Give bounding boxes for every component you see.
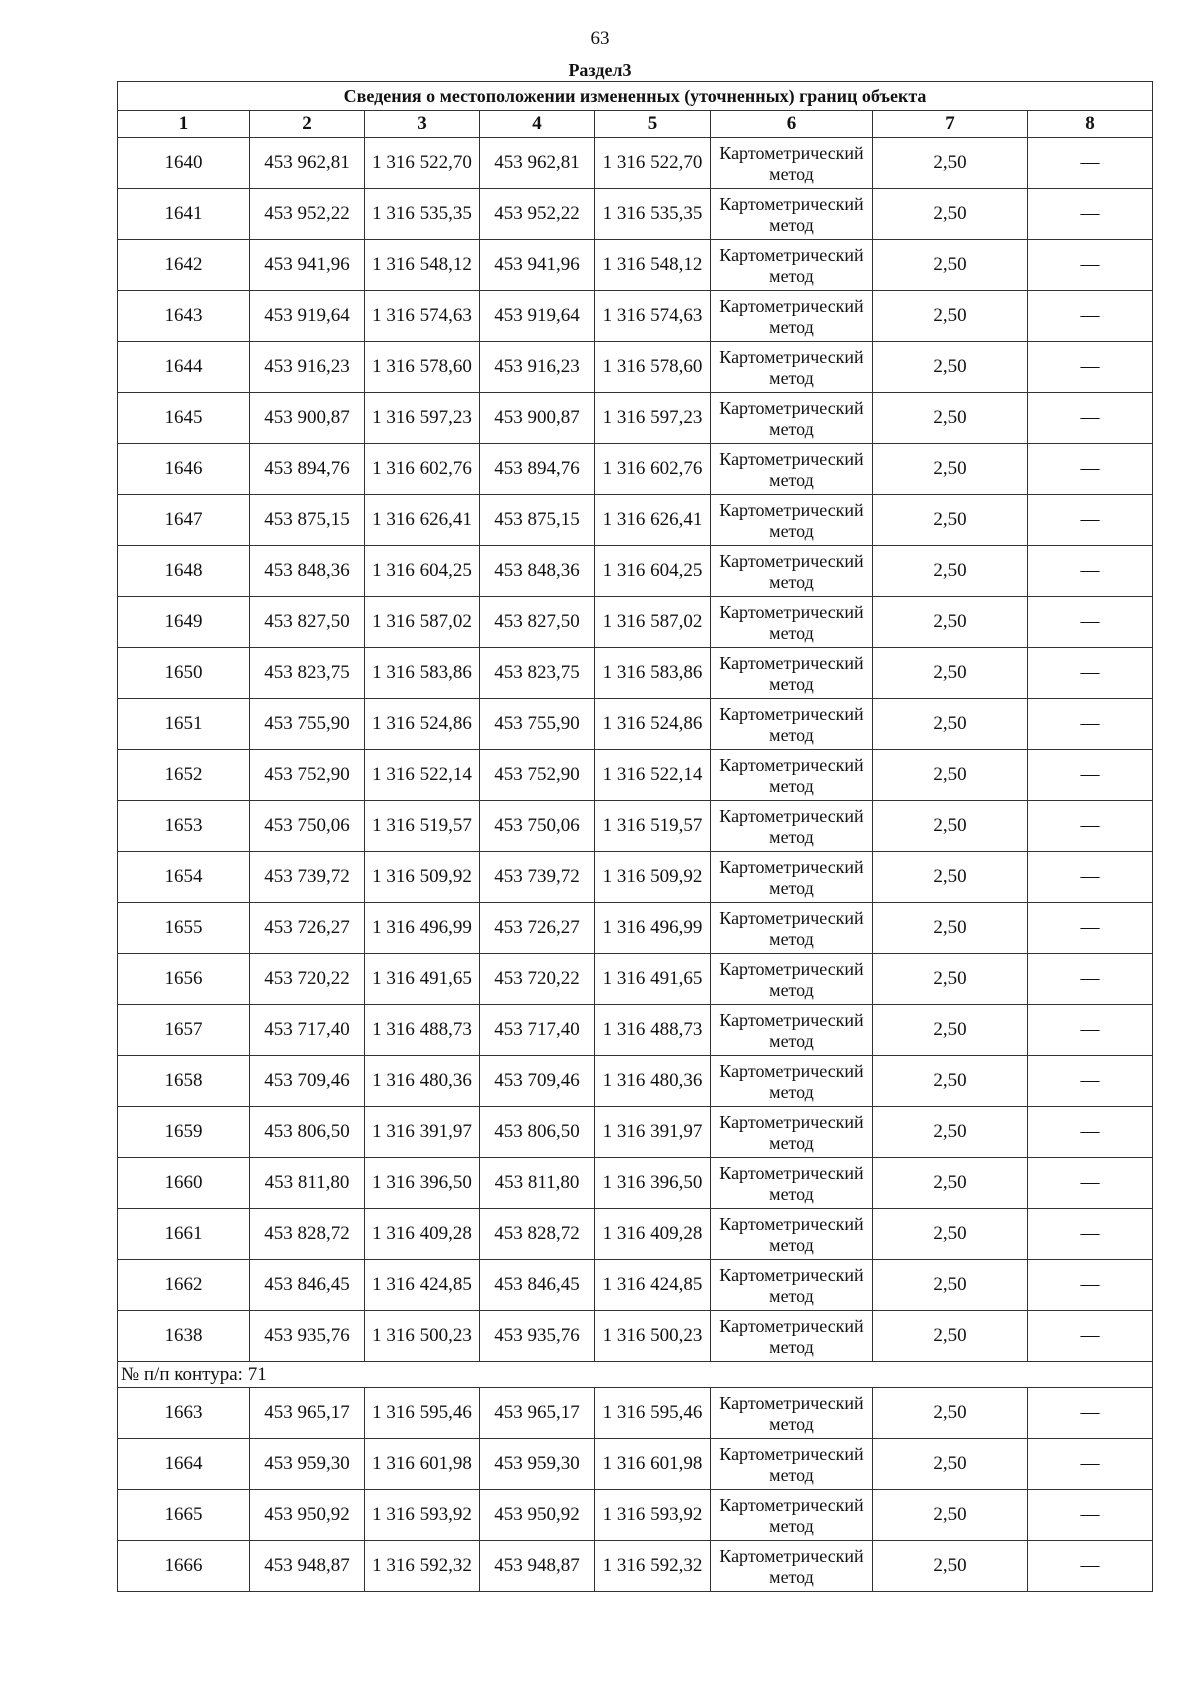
point-number-cell: 1657 [118, 1005, 250, 1056]
y-coordinate-cell: 1 316 509,92 [365, 852, 480, 903]
y-coordinate-cell: 1 316 522,70 [365, 138, 480, 189]
y-coordinate-cell: 1 316 522,14 [365, 750, 480, 801]
point-number-cell: 1662 [118, 1260, 250, 1311]
description-cell: — [1028, 1311, 1153, 1362]
accuracy-cell: 2,50 [873, 1158, 1028, 1209]
table-row [118, 1107, 1153, 1158]
x-coordinate-cell: 453 717,40 [250, 1005, 365, 1056]
accuracy-cell: 2,50 [873, 495, 1028, 546]
table-row [118, 699, 1153, 750]
method-cell: Картометрический метод [711, 240, 873, 291]
x-coordinate-cell: 453 726,27 [250, 903, 365, 954]
section-title: Раздел3 [568, 60, 632, 80]
point-number-cell: 1661 [118, 1209, 250, 1260]
point-number-cell: 1659 [118, 1107, 250, 1158]
y-coordinate-cell: 1 316 626,41 [365, 495, 480, 546]
method-cell: Картометрический метод [711, 1056, 873, 1107]
x-coordinate-cell: 453 952,22 [250, 189, 365, 240]
x-coordinate-cell: 453 752,90 [250, 750, 365, 801]
accuracy-cell: 2,50 [873, 597, 1028, 648]
description-cell: — [1028, 189, 1153, 240]
page-number: 63 [590, 28, 610, 49]
x-coordinate-new-cell: 453 726,27 [480, 903, 595, 954]
y-coordinate-cell: 1 316 519,57 [365, 801, 480, 852]
x-coordinate-new-cell: 453 709,46 [480, 1056, 595, 1107]
y-coordinate-cell: 1 316 548,12 [365, 240, 480, 291]
method-cell: Картометрический метод [711, 189, 873, 240]
table-row [118, 342, 1153, 393]
x-coordinate-cell: 453 950,92 [250, 1490, 365, 1541]
accuracy-cell: 2,50 [873, 801, 1028, 852]
accuracy-cell: 2,50 [873, 291, 1028, 342]
x-coordinate-new-cell: 453 827,50 [480, 597, 595, 648]
x-coordinate-new-cell: 453 828,72 [480, 1209, 595, 1260]
x-coordinate-cell: 453 709,46 [250, 1056, 365, 1107]
table-body [118, 82, 1153, 1592]
x-coordinate-new-cell: 453 717,40 [480, 1005, 595, 1056]
description-cell: — [1028, 954, 1153, 1005]
accuracy-cell: 2,50 [873, 1541, 1028, 1592]
y-coordinate-new-cell: 1 316 500,23 [595, 1311, 711, 1362]
point-number-cell: 1641 [118, 189, 250, 240]
point-number-cell: 1654 [118, 852, 250, 903]
accuracy-cell: 2,50 [873, 1388, 1028, 1439]
x-coordinate-new-cell: 453 752,90 [480, 750, 595, 801]
table-row [118, 444, 1153, 495]
table-row [118, 393, 1153, 444]
y-coordinate-cell: 1 316 604,25 [365, 546, 480, 597]
column-number: 1 [118, 111, 250, 138]
column-number: 6 [711, 111, 873, 138]
method-cell: Картометрический метод [711, 1388, 873, 1439]
description-cell: — [1028, 852, 1153, 903]
x-coordinate-new-cell: 453 916,23 [480, 342, 595, 393]
x-coordinate-cell: 453 828,72 [250, 1209, 365, 1260]
table-row [118, 648, 1153, 699]
description-cell: — [1028, 240, 1153, 291]
table-row [118, 546, 1153, 597]
y-coordinate-new-cell: 1 316 578,60 [595, 342, 711, 393]
x-coordinate-cell: 453 823,75 [250, 648, 365, 699]
method-cell: Картометрический метод [711, 1005, 873, 1056]
method-cell: Картометрический метод [711, 342, 873, 393]
x-coordinate-cell: 453 900,87 [250, 393, 365, 444]
description-cell: — [1028, 699, 1153, 750]
x-coordinate-cell: 453 755,90 [250, 699, 365, 750]
accuracy-cell: 2,50 [873, 648, 1028, 699]
x-coordinate-new-cell: 453 720,22 [480, 954, 595, 1005]
table-row [118, 240, 1153, 291]
accuracy-cell: 2,50 [873, 1490, 1028, 1541]
y-coordinate-new-cell: 1 316 604,25 [595, 546, 711, 597]
y-coordinate-cell: 1 316 601,98 [365, 1439, 480, 1490]
method-cell: Картометрический метод [711, 495, 873, 546]
column-number: 3 [365, 111, 480, 138]
accuracy-cell: 2,50 [873, 342, 1028, 393]
description-cell: — [1028, 1158, 1153, 1209]
point-number-cell: 1665 [118, 1490, 250, 1541]
y-coordinate-cell: 1 316 597,23 [365, 393, 480, 444]
method-cell: Картометрический метод [711, 597, 873, 648]
point-number-cell: 1656 [118, 954, 250, 1005]
y-coordinate-new-cell: 1 316 593,92 [595, 1490, 711, 1541]
method-cell: Картометрический метод [711, 903, 873, 954]
x-coordinate-cell: 453 959,30 [250, 1439, 365, 1490]
description-cell: — [1028, 648, 1153, 699]
point-number-cell: 1655 [118, 903, 250, 954]
contour-label-row [118, 1362, 1153, 1388]
point-number-cell: 1642 [118, 240, 250, 291]
table-row [118, 597, 1153, 648]
accuracy-cell: 2,50 [873, 1209, 1028, 1260]
y-coordinate-new-cell: 1 316 574,63 [595, 291, 711, 342]
table-title: Сведения о местоположении измененных (уточненных) границ объекта [118, 82, 1153, 111]
point-number-cell: 1663 [118, 1388, 250, 1439]
accuracy-cell: 2,50 [873, 138, 1028, 189]
description-cell: — [1028, 1388, 1153, 1439]
accuracy-cell: 2,50 [873, 699, 1028, 750]
accuracy-cell: 2,50 [873, 852, 1028, 903]
x-coordinate-cell: 453 806,50 [250, 1107, 365, 1158]
description-cell: — [1028, 444, 1153, 495]
y-coordinate-new-cell: 1 316 491,65 [595, 954, 711, 1005]
table-row [118, 291, 1153, 342]
method-cell: Картометрический метод [711, 1439, 873, 1490]
y-coordinate-cell: 1 316 593,92 [365, 1490, 480, 1541]
table-row [118, 1388, 1153, 1439]
y-coordinate-new-cell: 1 316 583,86 [595, 648, 711, 699]
description-cell: — [1028, 393, 1153, 444]
x-coordinate-new-cell: 453 919,64 [480, 291, 595, 342]
column-number: 5 [595, 111, 711, 138]
accuracy-cell: 2,50 [873, 954, 1028, 1005]
y-coordinate-cell: 1 316 595,46 [365, 1388, 480, 1439]
table-row [118, 1209, 1153, 1260]
y-coordinate-new-cell: 1 316 391,97 [595, 1107, 711, 1158]
y-coordinate-cell: 1 316 524,86 [365, 699, 480, 750]
method-cell: Картометрический метод [711, 444, 873, 495]
method-cell: Картометрический метод [711, 801, 873, 852]
x-coordinate-new-cell: 453 875,15 [480, 495, 595, 546]
y-coordinate-new-cell: 1 316 597,23 [595, 393, 711, 444]
x-coordinate-new-cell: 453 894,76 [480, 444, 595, 495]
description-cell: — [1028, 138, 1153, 189]
table-row [118, 189, 1153, 240]
x-coordinate-new-cell: 453 846,45 [480, 1260, 595, 1311]
accuracy-cell: 2,50 [873, 240, 1028, 291]
method-cell: Картометрический метод [711, 1260, 873, 1311]
y-coordinate-cell: 1 316 602,76 [365, 444, 480, 495]
column-number: 7 [873, 111, 1028, 138]
x-coordinate-cell: 453 948,87 [250, 1541, 365, 1592]
accuracy-cell: 2,50 [873, 750, 1028, 801]
table-row [118, 1056, 1153, 1107]
y-coordinate-new-cell: 1 316 548,12 [595, 240, 711, 291]
accuracy-cell: 2,50 [873, 1005, 1028, 1056]
column-number-row [118, 111, 1153, 138]
x-coordinate-cell: 453 811,80 [250, 1158, 365, 1209]
accuracy-cell: 2,50 [873, 1107, 1028, 1158]
method-cell: Картометрический метод [711, 138, 873, 189]
table-row [118, 1490, 1153, 1541]
description-cell: — [1028, 546, 1153, 597]
column-number: 8 [1028, 111, 1153, 138]
table-row [118, 1260, 1153, 1311]
point-number-cell: 1666 [118, 1541, 250, 1592]
x-coordinate-new-cell: 453 900,87 [480, 393, 595, 444]
x-coordinate-new-cell: 453 941,96 [480, 240, 595, 291]
method-cell: Картометрический метод [711, 1107, 873, 1158]
description-cell: — [1028, 597, 1153, 648]
y-coordinate-new-cell: 1 316 409,28 [595, 1209, 711, 1260]
y-coordinate-cell: 1 316 480,36 [365, 1056, 480, 1107]
x-coordinate-cell: 453 919,64 [250, 291, 365, 342]
description-cell: — [1028, 1107, 1153, 1158]
description-cell: — [1028, 750, 1153, 801]
y-coordinate-cell: 1 316 587,02 [365, 597, 480, 648]
x-coordinate-cell: 453 941,96 [250, 240, 365, 291]
description-cell: — [1028, 1209, 1153, 1260]
accuracy-cell: 2,50 [873, 1439, 1028, 1490]
point-number-cell: 1653 [118, 801, 250, 852]
y-coordinate-cell: 1 316 491,65 [365, 954, 480, 1005]
x-coordinate-new-cell: 453 823,75 [480, 648, 595, 699]
point-number-cell: 1640 [118, 138, 250, 189]
x-coordinate-cell: 453 894,76 [250, 444, 365, 495]
coordinates-table [117, 81, 1153, 1592]
method-cell: Картометрический метод [711, 1490, 873, 1541]
table-row [118, 1541, 1153, 1592]
accuracy-cell: 2,50 [873, 189, 1028, 240]
method-cell: Картометрический метод [711, 1158, 873, 1209]
y-coordinate-new-cell: 1 316 519,57 [595, 801, 711, 852]
description-cell: — [1028, 1541, 1153, 1592]
description-cell: — [1028, 1490, 1153, 1541]
method-cell: Картометрический метод [711, 648, 873, 699]
accuracy-cell: 2,50 [873, 1260, 1028, 1311]
description-cell: — [1028, 801, 1153, 852]
x-coordinate-new-cell: 453 806,50 [480, 1107, 595, 1158]
y-coordinate-cell: 1 316 424,85 [365, 1260, 480, 1311]
y-coordinate-cell: 1 316 391,97 [365, 1107, 480, 1158]
method-cell: Картометрический метод [711, 750, 873, 801]
y-coordinate-new-cell: 1 316 424,85 [595, 1260, 711, 1311]
point-number-cell: 1650 [118, 648, 250, 699]
y-coordinate-new-cell: 1 316 587,02 [595, 597, 711, 648]
accuracy-cell: 2,50 [873, 1056, 1028, 1107]
point-number-cell: 1643 [118, 291, 250, 342]
point-number-cell: 1664 [118, 1439, 250, 1490]
accuracy-cell: 2,50 [873, 393, 1028, 444]
x-coordinate-new-cell: 453 811,80 [480, 1158, 595, 1209]
y-coordinate-new-cell: 1 316 496,99 [595, 903, 711, 954]
x-coordinate-cell: 453 720,22 [250, 954, 365, 1005]
point-number-cell: 1638 [118, 1311, 250, 1362]
accuracy-cell: 2,50 [873, 903, 1028, 954]
y-coordinate-cell: 1 316 409,28 [365, 1209, 480, 1260]
x-coordinate-new-cell: 453 739,72 [480, 852, 595, 903]
point-number-cell: 1647 [118, 495, 250, 546]
y-coordinate-cell: 1 316 535,35 [365, 189, 480, 240]
column-number: 4 [480, 111, 595, 138]
point-number-cell: 1644 [118, 342, 250, 393]
point-number-cell: 1658 [118, 1056, 250, 1107]
table-row [118, 138, 1153, 189]
x-coordinate-new-cell: 453 959,30 [480, 1439, 595, 1490]
y-coordinate-new-cell: 1 316 509,92 [595, 852, 711, 903]
x-coordinate-cell: 453 739,72 [250, 852, 365, 903]
y-coordinate-cell: 1 316 496,99 [365, 903, 480, 954]
point-number-cell: 1660 [118, 1158, 250, 1209]
table-row [118, 903, 1153, 954]
method-cell: Картометрический метод [711, 546, 873, 597]
method-cell: Картометрический метод [711, 1311, 873, 1362]
point-number-cell: 1646 [118, 444, 250, 495]
description-cell: — [1028, 342, 1153, 393]
table-row [118, 495, 1153, 546]
y-coordinate-new-cell: 1 316 522,70 [595, 138, 711, 189]
description-cell: — [1028, 1260, 1153, 1311]
y-coordinate-cell: 1 316 592,32 [365, 1541, 480, 1592]
column-number: 2 [250, 111, 365, 138]
x-coordinate-cell: 453 875,15 [250, 495, 365, 546]
table-row [118, 801, 1153, 852]
x-coordinate-cell: 453 965,17 [250, 1388, 365, 1439]
x-coordinate-new-cell: 453 755,90 [480, 699, 595, 750]
x-coordinate-new-cell: 453 962,81 [480, 138, 595, 189]
y-coordinate-new-cell: 1 316 522,14 [595, 750, 711, 801]
table-row [118, 1439, 1153, 1490]
y-coordinate-new-cell: 1 316 592,32 [595, 1541, 711, 1592]
method-cell: Картометрический метод [711, 393, 873, 444]
y-coordinate-new-cell: 1 316 601,98 [595, 1439, 711, 1490]
description-cell: — [1028, 1005, 1153, 1056]
table-row [118, 750, 1153, 801]
y-coordinate-new-cell: 1 316 626,41 [595, 495, 711, 546]
x-coordinate-new-cell: 453 952,22 [480, 189, 595, 240]
x-coordinate-cell: 453 846,45 [250, 1260, 365, 1311]
description-cell: — [1028, 1439, 1153, 1490]
y-coordinate-new-cell: 1 316 602,76 [595, 444, 711, 495]
y-coordinate-new-cell: 1 316 396,50 [595, 1158, 711, 1209]
x-coordinate-new-cell: 453 948,87 [480, 1541, 595, 1592]
y-coordinate-new-cell: 1 316 524,86 [595, 699, 711, 750]
x-coordinate-new-cell: 453 965,17 [480, 1388, 595, 1439]
y-coordinate-new-cell: 1 316 488,73 [595, 1005, 711, 1056]
point-number-cell: 1652 [118, 750, 250, 801]
x-coordinate-new-cell: 453 848,36 [480, 546, 595, 597]
method-cell: Картометрический метод [711, 1541, 873, 1592]
table-row [118, 1158, 1153, 1209]
point-number-cell: 1651 [118, 699, 250, 750]
y-coordinate-new-cell: 1 316 480,36 [595, 1056, 711, 1107]
x-coordinate-cell: 453 935,76 [250, 1311, 365, 1362]
contour-label: № п/п контура: 71 [118, 1362, 1153, 1388]
accuracy-cell: 2,50 [873, 444, 1028, 495]
method-cell: Картометрический метод [711, 699, 873, 750]
description-cell: — [1028, 495, 1153, 546]
y-coordinate-cell: 1 316 500,23 [365, 1311, 480, 1362]
y-coordinate-cell: 1 316 396,50 [365, 1158, 480, 1209]
x-coordinate-new-cell: 453 935,76 [480, 1311, 595, 1362]
x-coordinate-cell: 453 916,23 [250, 342, 365, 393]
accuracy-cell: 2,50 [873, 546, 1028, 597]
table-title-row [118, 82, 1153, 111]
x-coordinate-cell: 453 848,36 [250, 546, 365, 597]
y-coordinate-new-cell: 1 316 535,35 [595, 189, 711, 240]
x-coordinate-cell: 453 827,50 [250, 597, 365, 648]
point-number-cell: 1649 [118, 597, 250, 648]
y-coordinate-cell: 1 316 488,73 [365, 1005, 480, 1056]
method-cell: Картометрический метод [711, 1209, 873, 1260]
description-cell: — [1028, 1056, 1153, 1107]
x-coordinate-cell: 453 962,81 [250, 138, 365, 189]
point-number-cell: 1648 [118, 546, 250, 597]
table-row [118, 1311, 1153, 1362]
table-row [118, 852, 1153, 903]
table-row [118, 954, 1153, 1005]
y-coordinate-new-cell: 1 316 595,46 [595, 1388, 711, 1439]
method-cell: Картометрический метод [711, 291, 873, 342]
x-coordinate-cell: 453 750,06 [250, 801, 365, 852]
point-number-cell: 1645 [118, 393, 250, 444]
y-coordinate-cell: 1 316 583,86 [365, 648, 480, 699]
x-coordinate-new-cell: 453 950,92 [480, 1490, 595, 1541]
description-cell: — [1028, 291, 1153, 342]
method-cell: Картометрический метод [711, 954, 873, 1005]
x-coordinate-new-cell: 453 750,06 [480, 801, 595, 852]
y-coordinate-cell: 1 316 574,63 [365, 291, 480, 342]
y-coordinate-cell: 1 316 578,60 [365, 342, 480, 393]
accuracy-cell: 2,50 [873, 1311, 1028, 1362]
table-row [118, 1005, 1153, 1056]
method-cell: Картометрический метод [711, 852, 873, 903]
description-cell: — [1028, 903, 1153, 954]
